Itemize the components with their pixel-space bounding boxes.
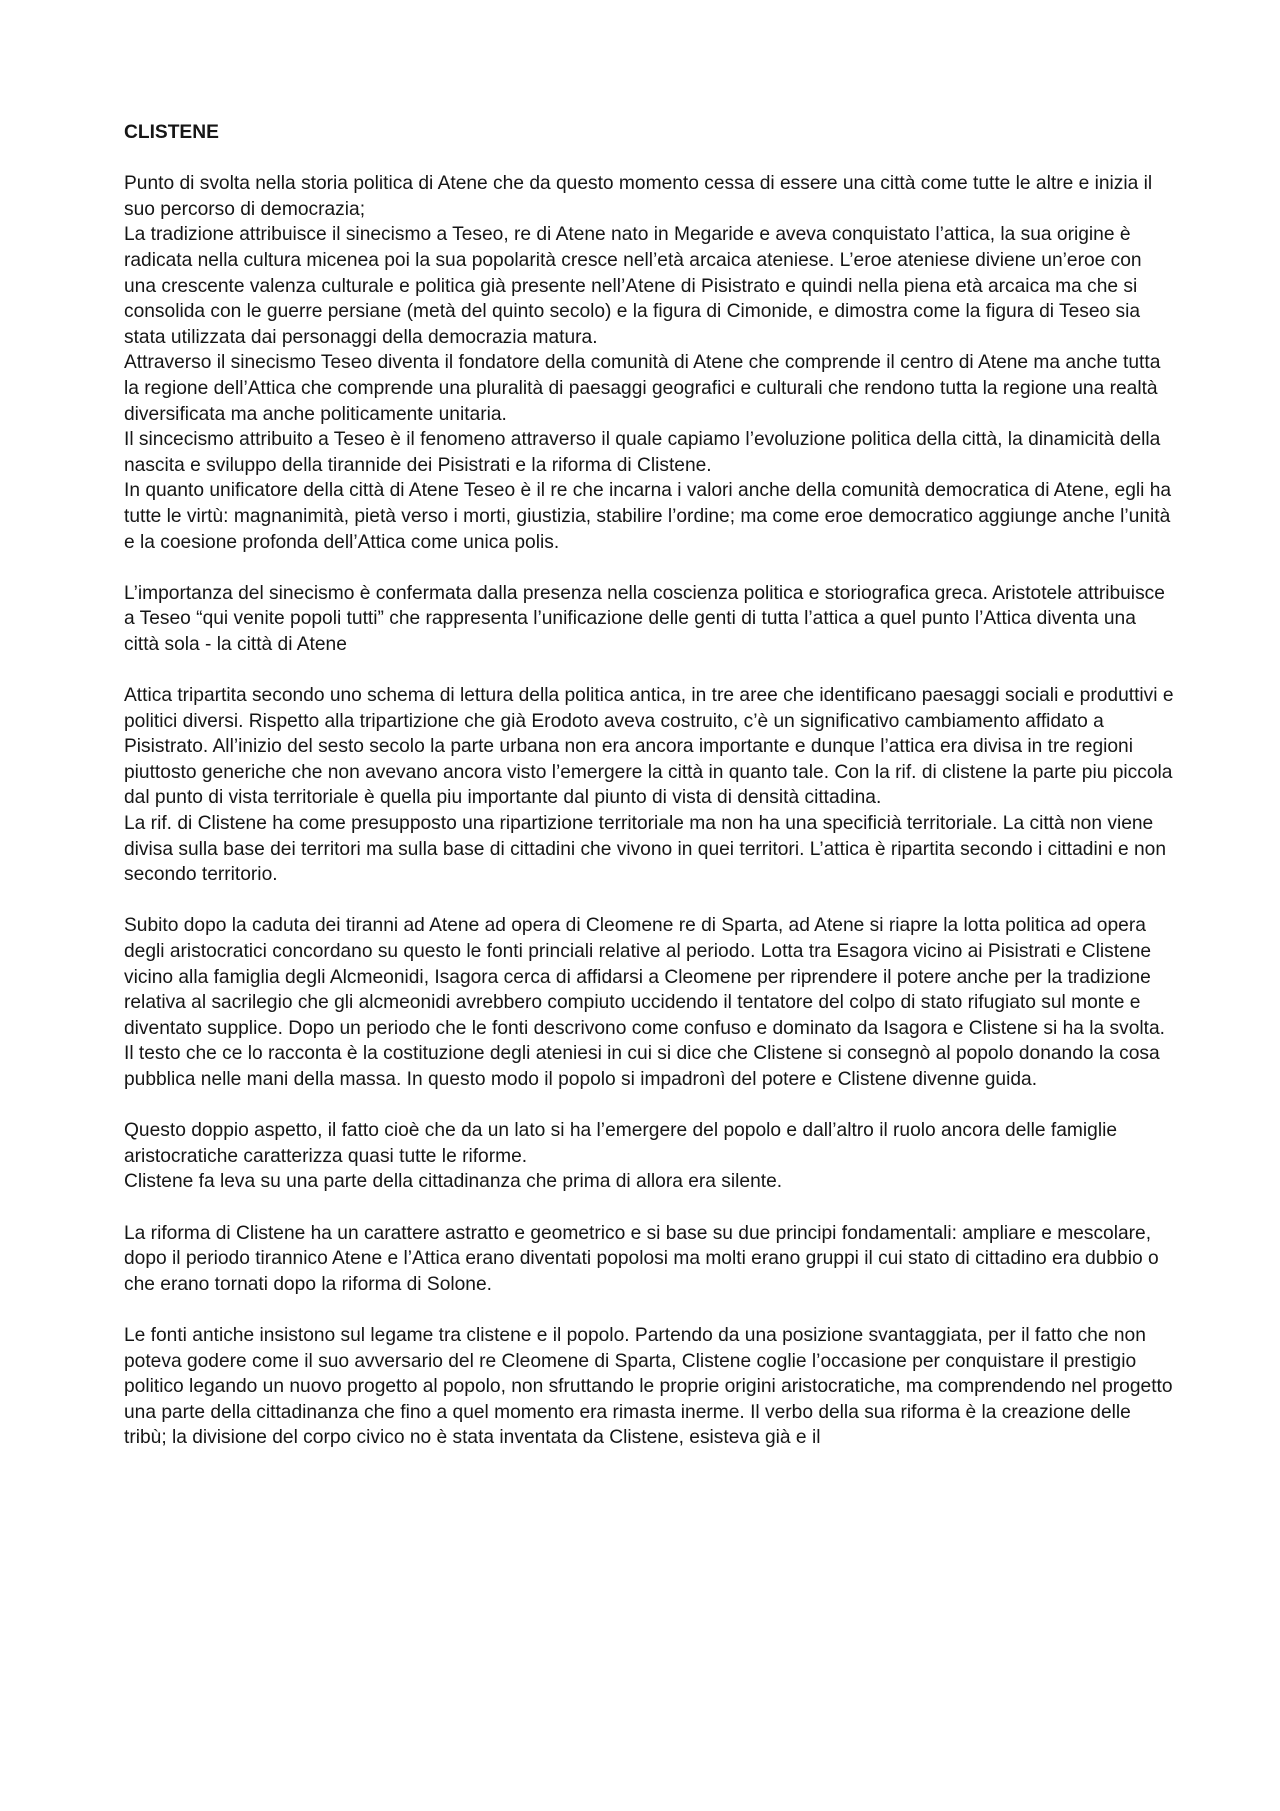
document-title: CLISTENE (124, 122, 219, 143)
paragraph-line: La tradizione attribuisce il sinecismo a Teseo, re di Atene nato in Megaride e aveva conquistato l’attica, la sua origine è radicata nella cultura micenea poi la sua popolarità cresce nell’età arcaica ateniese. L’eroe ateniese diviene un’eroe con una crescente valenza culturale e politica già presente nell’Atene di Pisistrato e quindi nella piena età arcaica ma che si consolida con le guerre persiane (metà del quinto secolo) e la figura di Cimonide, e dimostra come la figura di Teseo sia stata utilizzata dai personaggi della democrazia matura. (124, 224, 1142, 348)
paragraph-line: Le fonti antiche insistono sul legame tra clistene e il popolo. Partendo da una posizione svantaggiata, per il fatto che non poteva godere come il suo avversario del re Cleomene di Sparta, Clistene coglie l’occasione per conquistare il prestigio politico legando un nuovo progetto al popolo, non sfruttando le proprie origini aristocratiche, ma comprendendo nel progetto una parte della cittadinanza che fino a quel momento era rimasta inerme. Il verbo della sua riforma è la creazione delle tribù; la divisione del corpo civico no è stata inventata da Clistene, esisteva già e il (124, 1324, 1173, 1449)
paragraph-7 (124, 1323, 1174, 1451)
paragraph-line: L’importanza del sinecismo è confermata dalla presenza nella coscienza politica e storiografica greca. Aristotele attribuisce a Teseo “qui venite popoli tutti” che rappresenta l’unificazione delle genti di tutta l’attica a quel punto l’Attica diventa una città sola - la città di Atene (124, 582, 1165, 655)
paragraph-line: Subito dopo la caduta dei tiranni ad Atene ad opera di Cleomene re di Sparta, ad Atene si riapre la lotta politica ad opera degli aristocratici concordano su questo le fonti princiali relative al periodo. Lotta tra Esagora vicino ai Pisistrati e Clistene vicino alla famiglia degli Alcmeonidi, Isagora cerca di affidarsi a Cleomene per riprendere il potere anche per la tradizione relativa al sacrilegio che gli alcmeonidi avrebbero compiuto uccidendo il tentatore del colpo di stato rifugiato sul monte e diventato supplice. Dopo un periodo che le fonti descrivono come confuso e dominato da Isagora e Clistene si ha la svolta. Il testo che ce lo racconta è la costituzione degli ateniesi in cui si dice che Clistene si consegnò al popolo donando la cosa pubblica nelle mani della massa. In questo modo il popolo si impadronì del potere e Clistene divenne guida. (124, 915, 1166, 1090)
paragraph-line: Clistene fa leva su una parte della cittadinanza che prima di allora era silente. (124, 1171, 783, 1193)
paragraph-1 (124, 171, 1174, 555)
paragraph-5 (124, 1118, 1174, 1195)
paragraph-line: Questo doppio aspetto, il fatto cioè che da un lato si ha l’emergere del popolo e dall’altro il ruolo ancora delle famiglie aristocratiche caratterizza quasi tutte le riforme. (124, 1120, 1118, 1167)
document-page (124, 120, 1174, 1476)
paragraph-3 (124, 683, 1174, 888)
paragraph-line: In quanto unificatore della città di Atene Teseo è il re che incarna i valori anche della comunità democratica di Atene, egli ha tutte le virtù: magnanimità, pietà verso i morti, giustizia, stabilire l’ordine; ma come eroe democratico aggiunge anche l’unità e la coesione profonda dell’Attica come unica polis. (124, 480, 1172, 553)
paragraph-line: La riforma di Clistene ha un carattere astratto e geometrico e si base su due principi fondamentali: ampliare e mescolare, dopo il periodo tirannico Atene e l’Attica erano diventati popolosi ma molti erano gruppi il cui stato di cittadino era dubbio o che erano tornati dopo la riforma di Solone. (124, 1222, 1159, 1295)
paragraph-4 (124, 913, 1174, 1092)
paragraph-line: Attraverso il sinecismo Teseo diventa il fondatore della comunità di Atene che comprende il centro di Atene ma anche tutta la regione dell’Attica che comprende una pluralità di paesaggi geografici e culturali che rendono tutta la regione una realtà diversificata ma anche politicamente unitaria. (124, 352, 1161, 425)
paragraph-line: Il sincecismo attribuito a Teseo è il fenomeno attraverso il quale capiamo l’evoluzione politica della città, la dinamicità della nascita e sviluppo della tirannide dei Pisistrati e la riforma di Clistene. (124, 429, 1161, 476)
paragraph-2 (124, 581, 1174, 658)
paragraph-line: Attica tripartita secondo uno schema di lettura della politica antica, in tre aree che identificano paesaggi sociali e produttivi e politici diversi. Rispetto alla tripartizione che già Erodoto aveva costruito, c’è un significativo cambiamento affidato a Pisistrato. All’inizio del sesto secolo la parte urbana non era ancora importante e dunque l’attica era divisa in tre regioni piuttosto generiche che non avevano ancora visto l’emergere la città in quanto tale. Con la rif. di clistene la parte piu piccola dal punto di vista territoriale è quella piu importante dal piunto di vista di densità cittadina. (124, 685, 1174, 809)
paragraph-line: La rif. di Clistene ha come presupposto una ripartizione territoriale ma non ha una specificià territoriale. La città non viene divisa sulla base dei territori ma sulla base di cittadini che vivono in quei territori. L’attica è ripartita secondo i cittadini e non secondo territorio. (124, 813, 1166, 886)
paragraph-line: Punto di svolta nella storia politica di Atene che da questo momento cessa di essere una città come tutte le altre e inizia il suo percorso di democrazia; (124, 173, 1153, 220)
paragraph-6 (124, 1221, 1174, 1298)
